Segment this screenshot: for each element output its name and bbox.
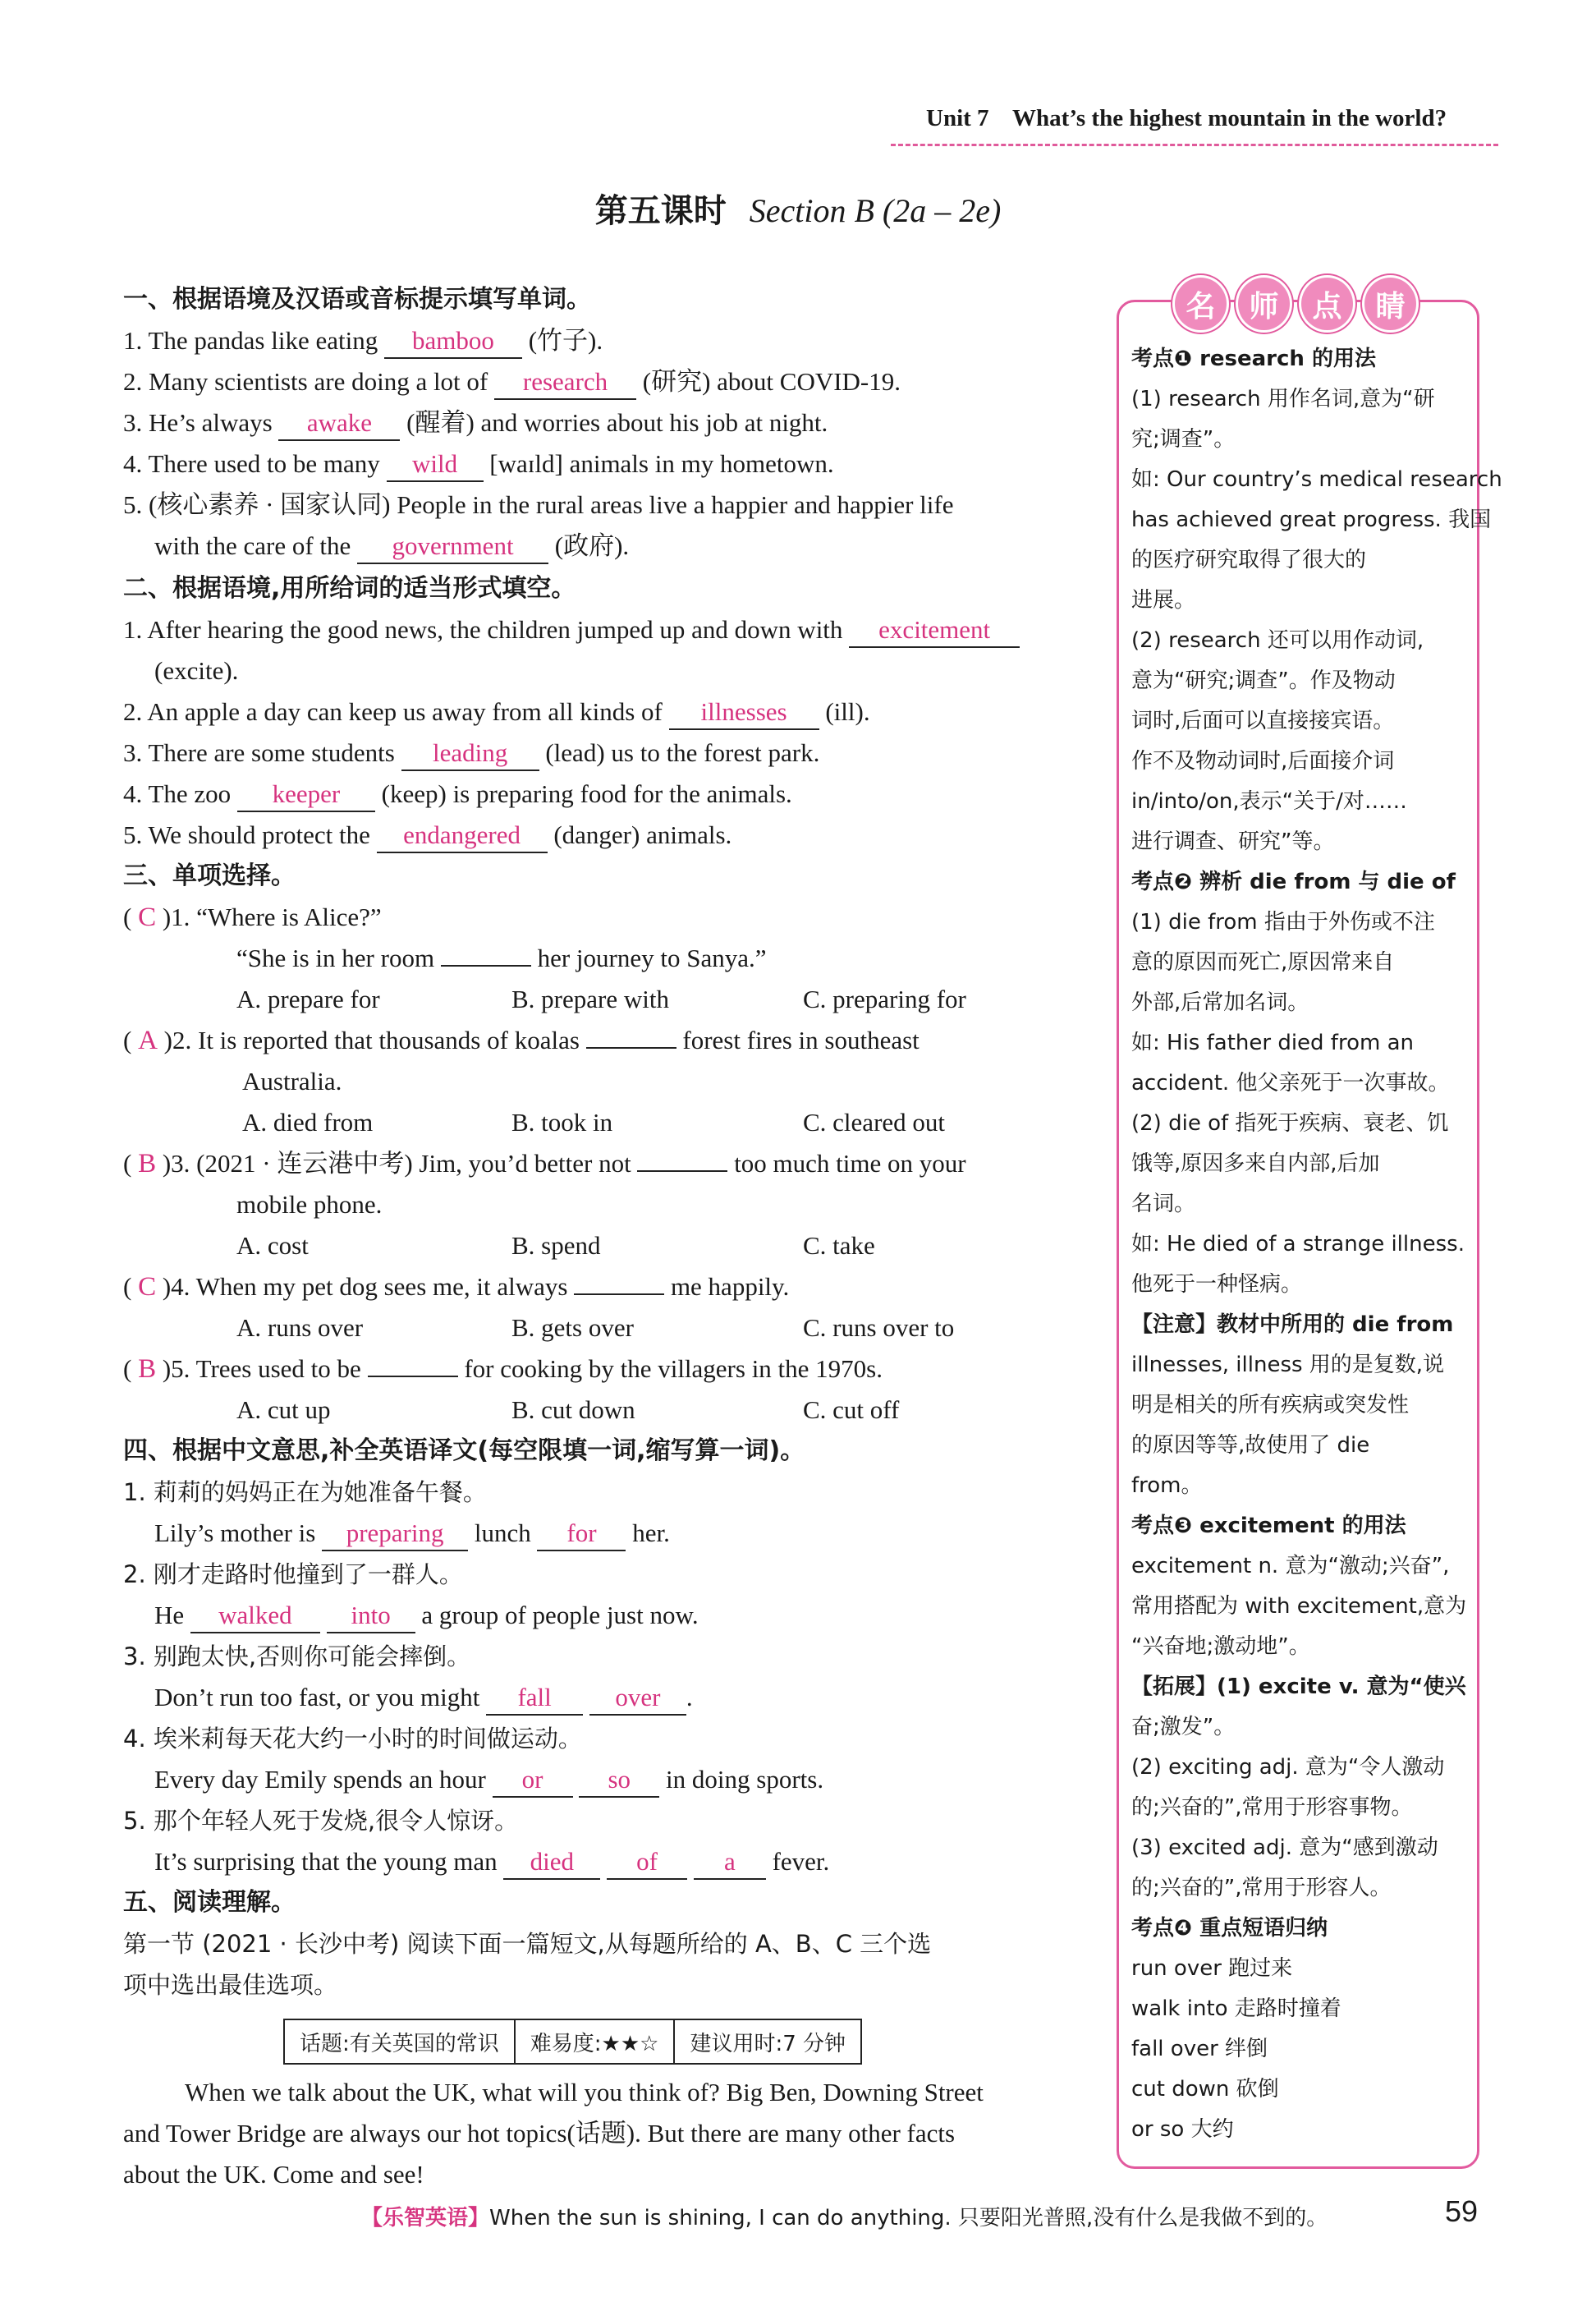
part2-item-1b: (excite). [154, 656, 239, 685]
tip-line: 进展。 [1131, 588, 1196, 613]
part1-item-5b: with the care of the government (政府). [154, 530, 629, 564]
mc-question-1-line2: “She is in her room her journey to Sanya.” [236, 944, 767, 972]
topic-cell: 话题:有关英国的常识 [285, 2020, 516, 2063]
tip-line: (2) die of 指死于疾病、衰老、饥 [1131, 1111, 1449, 1136]
mc-question-2-line2: Australia. [242, 1067, 342, 1096]
unit-header [926, 105, 1447, 132]
tip-line: (2) research 还可以用作动词, [1131, 628, 1424, 653]
part2-item-2: 2. An apple a day can keep us away from all kinds of illnesses (ill). [123, 696, 870, 730]
tip-line: fall over 绊倒 [1131, 2037, 1268, 2061]
translation-1-en: Lily’s mother is preparing lunch for her. [154, 1517, 670, 1551]
tip-line: “兴奋地;激动地”。 [1131, 1634, 1310, 1659]
tip-line: (3) excited adj. 意为“感到激动 [1131, 1835, 1438, 1860]
lesson-label: 第五课时 [594, 191, 727, 230]
part1-item-5: 5. (核心素养 · 国家认同) People in the rural areas live a happier and happier life [123, 490, 954, 519]
tip-line: 如: He died of a strange illness. [1131, 1232, 1465, 1256]
mc-question-5: ( B )5. Trees used to be for cooking by the villagers in the 1970s. [123, 1354, 883, 1384]
page-title [0, 185, 1596, 232]
page-number: 59 [1445, 2194, 1479, 2228]
tip-line: accident. 他父亲死于一次事故。 [1131, 1071, 1450, 1096]
footer-text: When the sun is shining, I can do anything. 只要阳光普照,没有什么是我做不到的。 [489, 2206, 1328, 2230]
unit-question: What’s the highest mountain in the world? [1012, 105, 1447, 131]
tip-line: run over 跑过来 [1131, 1956, 1293, 1981]
tip-line: 意的原因而死亡,原因常来自 [1131, 950, 1395, 975]
tip-line: 究;调查”。 [1131, 427, 1236, 452]
tip-line: (1) research 用作名词,意为“研 [1131, 387, 1435, 411]
unit-label: Unit 7 [926, 105, 989, 131]
tips-badge [1172, 275, 1419, 333]
translation-5-cn: 5. 那个年轻人死于发烧,很令人惊讶。 [123, 1807, 519, 1835]
tip-line: excitement n. 意为“激动;兴奋”, [1131, 1554, 1450, 1578]
reading-passage-line-2: and Tower Bridge are always our hot topics(话题). But there are many other facts [123, 2119, 956, 2148]
footer-quote [361, 2201, 1328, 2231]
part3-heading: 三、单项选择。 [123, 861, 296, 890]
part1-item-2: 2. Many scientists are doing a lot of research (研究) about COVID-19. [123, 365, 901, 400]
mc-question-3-line2: mobile phone. [236, 1190, 383, 1219]
translation-3-en: Don’t run too fast, or you might fall over . [154, 1681, 693, 1716]
reading-intro: 第一节 (2021 · 长沙中考) 阅读下面一篇短文,从每题所给的 A、B、C 三个选 [123, 1930, 932, 1958]
header-divider [891, 144, 1498, 146]
tip-line: 【拓展】(1) excite v. 意为“使兴 [1131, 1675, 1466, 1699]
tip-line: cut down 砍倒 [1131, 2077, 1279, 2102]
tip-line: 外部,后常加名词。 [1131, 990, 1309, 1015]
tip-line: has achieved great progress. 我国 [1131, 508, 1492, 532]
tip-line: 考点❶ research 的用法 [1131, 347, 1376, 371]
tip-line: 明是相关的所有疾病或突发性 [1131, 1393, 1410, 1417]
tip-line: 作不及物动词时,后面接介词 [1131, 749, 1395, 774]
tip-line: in/into/on,表示“关于/对…… [1131, 789, 1407, 814]
part2-item-4: 4. The zoo keeper (keep) is preparing food for the animals. [123, 778, 792, 812]
tip-line: 意为“研究;调查”。作及物动 [1131, 668, 1396, 693]
tip-line: 名词。 [1131, 1192, 1196, 1216]
tip-line: 如: His father died from an [1131, 1031, 1414, 1055]
translation-1-cn: 1. 莉莉的妈妈正在为她准备午餐。 [123, 1478, 487, 1506]
translation-2-en: He walked into a group of people just now. [154, 1599, 699, 1633]
tip-line: 如: Our country’s medical research [1131, 467, 1502, 492]
tip-line: illnesses, illness 用的是复数,说 [1131, 1353, 1445, 1377]
tip-line: 他死于一种怪病。 [1131, 1272, 1303, 1297]
part2-heading: 二、根据语境,用所给词的适当形式填空。 [123, 574, 576, 603]
part4-heading: 四、根据中文意思,补全英语译文(每空限填一词,缩写算一词)。 [123, 1436, 805, 1465]
part1-item-1: 1. The pandas like eating bamboo (竹子). [123, 324, 603, 359]
tip-line: 考点❸ excitement 的用法 [1131, 1514, 1406, 1538]
mc-question-3: ( B )3. (2021 · 连云港中考) Jim, you’d better not too much time on your [123, 1149, 966, 1178]
reading-intro-2: 项中选出最佳选项。 [123, 1971, 338, 1999]
mc-question-1: ( C )1. “Where is Alice?” [123, 903, 382, 932]
tip-line: walk into 走路时撞着 [1131, 1996, 1341, 2021]
tip-line: 饿等,原因多来自内部,后加 [1131, 1151, 1380, 1176]
tip-line: 奋;激发”。 [1131, 1715, 1236, 1739]
translation-4-cn: 4. 埃米莉每天花大约一小时的时间做运动。 [123, 1725, 582, 1753]
tip-line: (1) die from 指由于外伤或不注 [1131, 910, 1435, 935]
part1-item-4: 4. There used to be many wild [waɪld] animals in my hometown. [123, 448, 834, 482]
tip-line: 进行调查、研究”等。 [1131, 829, 1335, 854]
translation-5-en: It’s surprising that the young man died of a fever. [154, 1845, 829, 1880]
reading-info-box [283, 2019, 862, 2065]
badge-char: 睛 [1362, 275, 1419, 333]
tip-line: 的;兴奋的”,常用于形容事物。 [1131, 1795, 1413, 1820]
translation-2-cn: 2. 刚才走路时他撞到了一群人。 [123, 1560, 463, 1588]
part2-item-5: 5. We should protect the endangered (danger) animals. [123, 819, 732, 853]
time-cell: 建议用时:7 分钟 [690, 2031, 846, 2056]
translation-3-cn: 3. 别跑太快,否则你可能会摔倒。 [123, 1642, 471, 1670]
badge-char: 名 [1172, 275, 1229, 333]
tip-line: 的医疗研究取得了很大的 [1131, 548, 1367, 572]
mc-question-2: ( A )2. It is reported that thousands of koalas forest fires in southeast [123, 1026, 920, 1055]
part1-heading: 一、根据语境及汉语或音标提示填写单词。 [123, 285, 591, 314]
tip-line: 考点❹ 重点短语归纳 [1131, 1916, 1328, 1941]
tip-line: 词时,后面可以直接接宾语。 [1131, 709, 1395, 733]
reading-passage-line-1: When we talk about the UK, what will you think of? Big Ben, Downing Street [185, 2078, 984, 2106]
mc-question-4: ( C )4. When my pet dog sees me, it always me happily. [123, 1272, 790, 1302]
tip-line: from。 [1131, 1473, 1203, 1498]
tip-line: 的;兴奋的”,常用于形容人。 [1131, 1876, 1392, 1900]
part1-item-3: 3. He’s always awake (醒着) and worries about his job at night. [123, 407, 828, 441]
section-label: Section B (2a – 2e) [749, 192, 1002, 229]
footer-brand: 【乐智英语】 [361, 2206, 490, 2230]
tip-line: 常用搭配为 with excitement,意为 [1131, 1594, 1467, 1619]
tip-line: (2) exciting adj. 意为“令人激动 [1131, 1755, 1445, 1780]
part2-item-1: 1. After hearing the good news, the children jumped up and down with excitement [123, 613, 1020, 648]
part5-heading: 五、阅读理解。 [123, 1888, 296, 1917]
reading-passage-line-3: about the UK. Come and see! [123, 2160, 424, 2189]
part2-item-3: 3. There are some students leading (lead) us to the forest park. [123, 737, 819, 771]
translation-4-en: Every day Emily spends an hour or so in doing sports. [154, 1763, 823, 1798]
badge-char: 点 [1299, 275, 1355, 333]
tip-line: 考点❷ 辨析 die from 与 die of [1131, 870, 1456, 894]
tip-line: 【注意】教材中所用的 die from [1131, 1312, 1454, 1337]
badge-char: 师 [1236, 275, 1292, 333]
tip-line: 的原因等等,故使用了 die [1131, 1433, 1370, 1458]
difficulty-cell: 难易度:★★☆ [516, 2020, 676, 2063]
tip-line: or so 大约 [1131, 2117, 1234, 2142]
